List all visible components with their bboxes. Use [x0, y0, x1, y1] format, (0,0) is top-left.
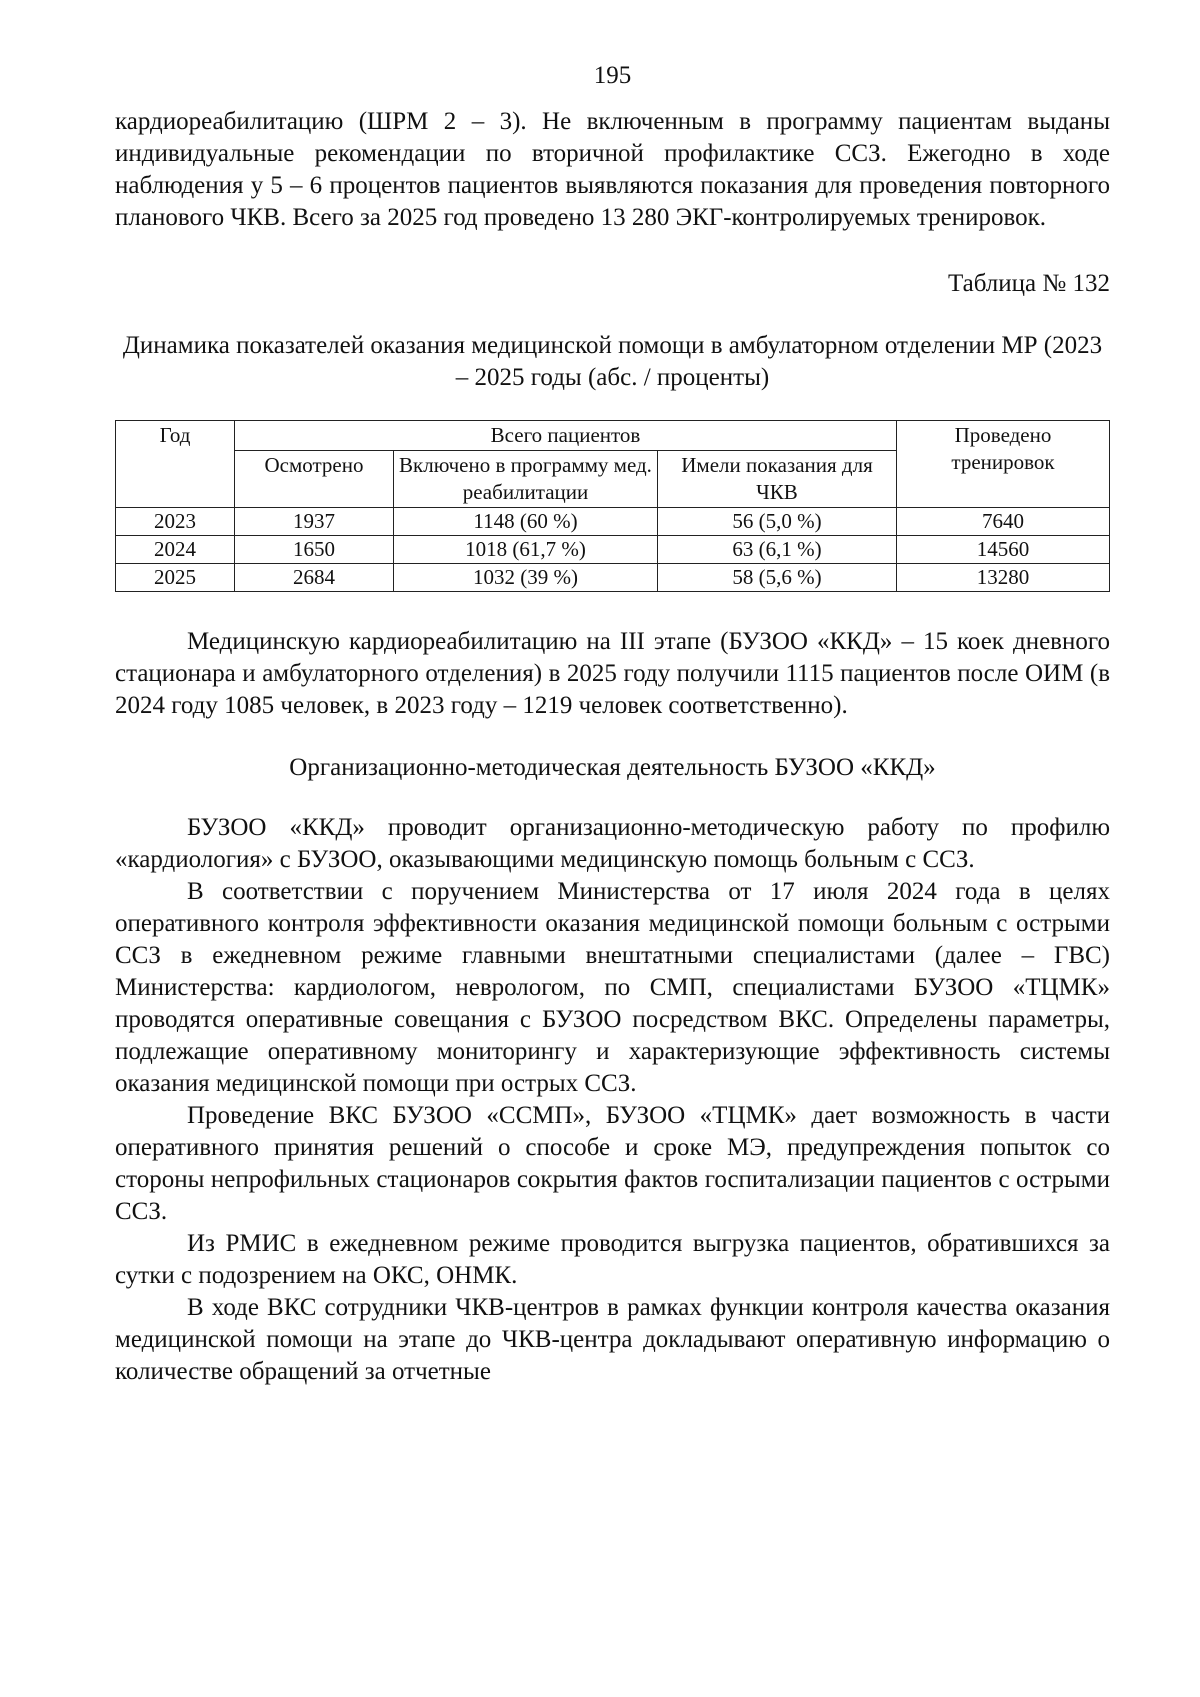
table-number: Таблица № 132	[947, 270, 1110, 297]
table-row	[116, 564, 1110, 592]
intro-paragraph: кардиореабилитацию (ШРМ 2 – 3). Не включенным в программу пациентам выданы индивидуальные рекомендации по вторичной профилактике ССЗ. Ежегодно в ходе наблюдения у 5 – 6 процентов пациентов выявляются показания для проведения повторного планового ЧКВ. Всего за 2025 год проведено 13 280 ЭКГ-контролируемых тренировок.	[115, 108, 1110, 231]
cell-year: 2023	[116, 508, 235, 536]
cell-trainings: 7640	[897, 508, 1110, 536]
cell-pci: 63 (6,1 %)	[658, 536, 897, 564]
cell-examined: 1650	[235, 536, 394, 564]
header-total-patients: Всего пациентов	[235, 421, 897, 451]
body-paragraph: Проведение ВКС БУЗОО «ССМП», БУЗОО «ТЦМК» дает возможность в части оперативного принятия решений о способе и сроке МЭ, предупреждения попыток со стороны непрофильных стационаров сокрытия фактов госпитализации пациентов с острыми ССЗ.	[115, 1102, 1110, 1225]
cell-included: 1018 (61,7 %)	[394, 536, 658, 564]
header-pci-indications: Имели показания для ЧКВ	[658, 451, 897, 508]
body-paragraph: В ходе ВКС сотрудники ЧКВ-центров в рамках функции контроля качества оказания медицинской помощи на этапе до ЧКВ-центра докладывают оперативную информацию о количестве обращений за отчетные	[115, 1294, 1110, 1385]
header-year: Год	[116, 421, 235, 508]
body-paragraph: БУЗОО «ККД» проводит организационно-методическую работу по профилю «кардиология» с БУЗОО, оказывающими медицинскую помощь больным с ССЗ.	[115, 814, 1110, 873]
cell-examined: 2684	[235, 564, 394, 592]
table-title: Динамика показателей оказания медицинской помощи в амбулаторном отделении МР (2023 – 2025 годы (абс. / проценты)	[122, 332, 1103, 391]
header-included: Включено в программу мед. реабилитации	[394, 451, 658, 508]
cell-trainings: 14560	[897, 536, 1110, 564]
cell-included: 1032 (39 %)	[394, 564, 658, 592]
body-paragraph: В соответствии с поручением Министерства от 17 июля 2024 года в целях оперативного контроля эффективности оказания медицинской помощи больным с острыми ССЗ в ежедневном режиме главными внештатными специалистами (далее – ГВС) Министерства: кардиологом, неврологом, по СМП, специалистами БУЗОО «ТЦМК» проводятся оперативные совещания с БУЗОО посредством ВКС. Определены параметры, подлежащие оперативному мониторингу и характеризующие эффективность системы оказания медицинской помощи при острых ССЗ.	[115, 878, 1110, 1097]
cell-year: 2024	[116, 536, 235, 564]
section-heading: Организационно-методическая деятельность БУЗОО «ККД»	[289, 754, 936, 781]
cell-examined: 1937	[235, 508, 394, 536]
cell-included: 1148 (60 %)	[394, 508, 658, 536]
cell-trainings: 13280	[897, 564, 1110, 592]
page-number: 195	[593, 62, 632, 89]
table-row	[116, 536, 1110, 564]
header-trainings: Проведено тренировок	[897, 421, 1110, 508]
rehab-paragraph: Медицинскую кардиореабилитацию на III этапе (БУЗОО «ККД» – 15 коек дневного стационара и амбулаторного отделения) в 2025 году получили 1115 пациентов после ОИМ (в 2024 году 1085 человек, в 2023 году – 1219 человек соответственно).	[115, 628, 1110, 719]
cell-pci: 58 (5,6 %)	[658, 564, 897, 592]
header-examined: Осмотрено	[235, 451, 394, 508]
cell-year: 2025	[116, 564, 235, 592]
body-paragraph: Из РМИС в ежедневном режиме проводится выгрузка пациентов, обратившихся за сутки с подозрением на ОКС, ОНМК.	[115, 1230, 1110, 1289]
table-row	[116, 508, 1110, 536]
cell-pci: 56 (5,0 %)	[658, 508, 897, 536]
data-table	[115, 420, 1110, 592]
